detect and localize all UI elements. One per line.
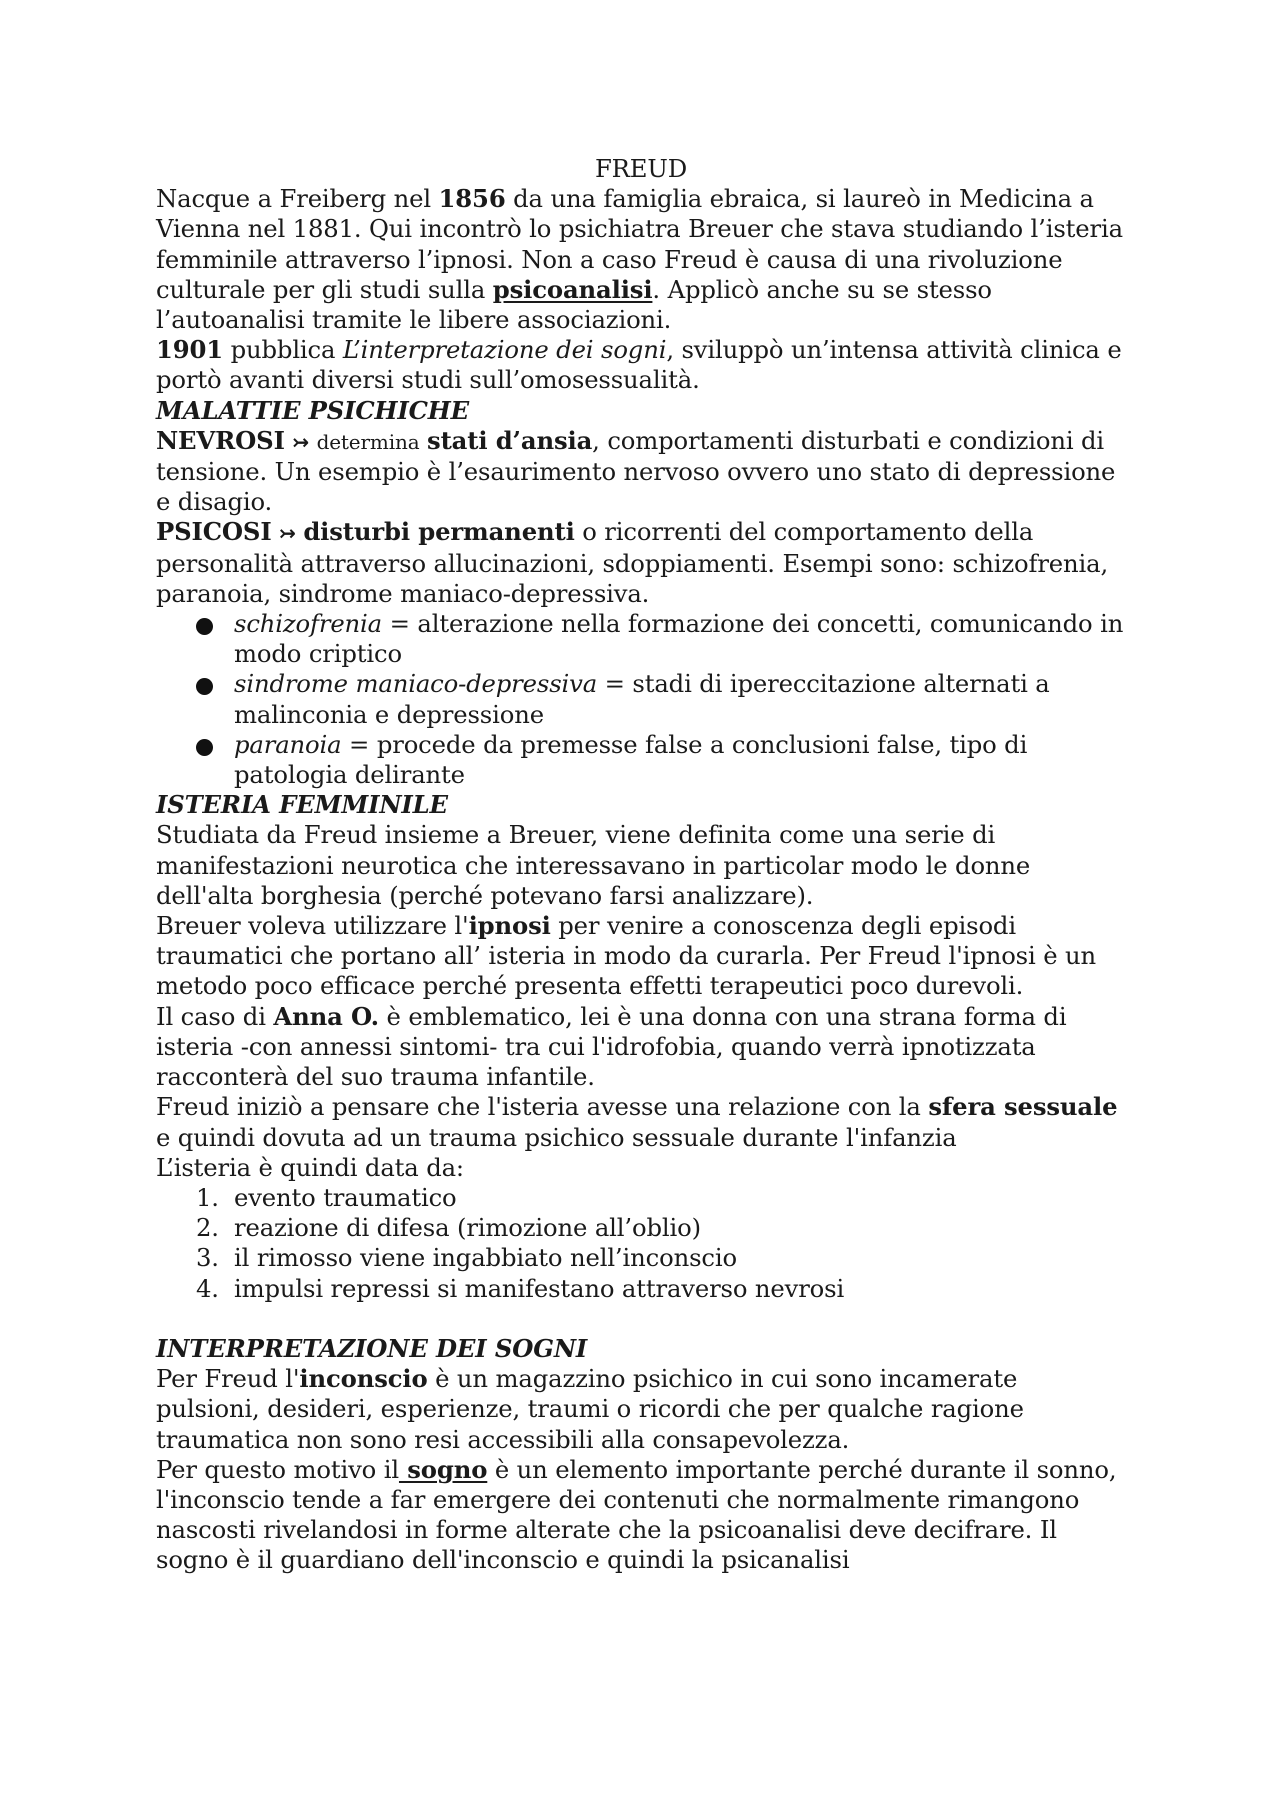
list-item xyxy=(156,1213,1126,1243)
bullet-icon xyxy=(196,678,213,695)
intro-text: da una famiglia ebraica, si laureò in Medicina a Vienna nel 1881. Qui incontrò lo psichiatra Breuer che stava studiando l’isteria femminile attraverso l’ipnosi. Non a caso Freud è causa di una rivoluzione culturale per gli studi sulla xyxy=(156,184,1123,304)
psicosi-label: PSICOSI xyxy=(156,517,272,547)
intro-paragraph-2 xyxy=(156,335,1126,395)
isteria-paragraph-5: L’isteria è quindi data da: xyxy=(156,1152,464,1182)
bullet-definition: = procede da premesse false a conclusioni false, tipo di patologia delirante xyxy=(234,729,1028,790)
isteria-paragraph-2 xyxy=(156,911,1126,1002)
intro-text: , sviluppò un’intensa attività clinica e portò avanti diversi studi sull’omosessualità. xyxy=(156,335,1122,395)
sogni-paragraph-2 xyxy=(156,1455,1126,1576)
list-item xyxy=(156,1183,1126,1213)
paragraph-text: è emblematico, lei è una donna con una strana forma di isteria -con annessi sintomi- tra cui l'idrofobia, quando verrà ipnotizzata racconterà del suo trauma infantile. xyxy=(156,1001,1067,1092)
sogno-term: sogno xyxy=(398,1454,488,1484)
ipnosi-term: ipnosi xyxy=(468,911,551,941)
paragraph-text: Per questo motivo il xyxy=(156,1454,399,1484)
list-text: impulsi repressi si manifestano attraverso nevrosi xyxy=(234,1273,845,1303)
intro-text: Nacque a Freiberg nel xyxy=(156,184,439,214)
bullet-definition: = stadi di ipereccitazione alternati a malinconia e depressione xyxy=(234,669,1050,729)
section-heading-sogni: INTERPRETAZIONE DEI SOGNI xyxy=(156,1333,588,1363)
paragraph-text: per venire a conoscenza degli episodi traumatici che portano all’ isteria in modo da curarla. Per Freud l'ipnosi è un metodo poco efficace perché presenta effetti terapeutici poco durevoli. xyxy=(156,911,1096,1001)
isteria-paragraph-1: Studiata da Freud insieme a Breuer, viene definita come una serie di manifestazioni neurotica che interessavano in particolar modo le donne dell'alta borghesia (perché potevano farsi analizzare). xyxy=(156,820,1031,910)
sogni-paragraph-1 xyxy=(156,1364,1126,1455)
bullet-term: schizofrenia xyxy=(234,609,383,639)
document-title: FREUD xyxy=(594,154,688,183)
nevrosi-verb: determina xyxy=(316,429,420,454)
paragraph-text: Freud iniziò a pensare che l'isteria avesse una relazione con la xyxy=(156,1092,929,1122)
psicoanalisi-term: psicoanalisi xyxy=(492,274,653,304)
list-number: 1. xyxy=(196,1182,219,1212)
psicosi-text: o ricorrenti del comportamento della personalità attraverso allucinazioni, sdoppiamenti. Esempi sono: schizofrenia, paranoia, sindrome maniaco-depressiva. xyxy=(156,517,1109,608)
list-number: 2. xyxy=(196,1213,219,1243)
bullet-term: sindrome maniaco-depressiva xyxy=(234,669,598,699)
paragraph-text: è un elemento importante perché durante il sonno, l'inconscio tende a far emergere dei contenuti che normalmente rimangono nascosti rivelandosi in forme alterate che la psicoanalisi deve decifrare. Il sogno è il guardiano dell'inconscio e quindi la psicanalisi xyxy=(156,1454,1117,1575)
list-item xyxy=(156,609,1126,669)
list-text: il rimosso viene ingabbiato nell’inconscio xyxy=(234,1243,737,1273)
paragraph-text: è un magazzino psichico in cui sono incamerate pulsioni, desideri, esperienze, traumi o ricordi che per qualche ragione traumatica non sono resi accessibili alla consapevolezza. xyxy=(156,1364,1024,1454)
intro-text: pubblica xyxy=(223,335,343,365)
blank-line xyxy=(156,1304,1126,1334)
paragraph-text: e quindi dovuta ad un trauma psichico sessuale durante l'infanzia xyxy=(156,1122,957,1152)
sfera-sessuale-term: sfera sessuale xyxy=(928,1092,1118,1122)
nevrosi-paragraph xyxy=(156,426,1126,518)
book-title: L’interpretazione dei sogni xyxy=(342,335,667,365)
nevrosi-text: , comportamenti disturbati e condizioni di tensione. Un esempio è l’esaurimento nervoso ovvero uno stato di depressione e disagio. xyxy=(156,425,1116,517)
intro-paragraph xyxy=(156,184,1126,335)
section-heading-malattie: MALATTIE PSICHICHE xyxy=(156,395,469,425)
isteria-steps-list xyxy=(156,1183,1126,1304)
inconscio-term: inconscio xyxy=(299,1364,428,1394)
psicosi-key: disturbi permanenti xyxy=(303,517,575,547)
arrow-icon: ↣ xyxy=(279,521,296,546)
bullet-icon xyxy=(196,618,213,635)
anna-o-term: Anna O. xyxy=(273,1001,379,1031)
list-text: evento traumatico xyxy=(234,1182,457,1212)
nevrosi-key: stati d’ansia xyxy=(427,425,593,455)
bullet-term: paranoia xyxy=(234,729,342,759)
list-text: reazione di difesa (rimozione all’oblio) xyxy=(234,1213,701,1243)
bullet-definition: = alterazione nella formazione dei concetti, comunicando in modo criptico xyxy=(234,609,1124,669)
list-item xyxy=(156,730,1126,790)
section-heading-isteria: ISTERIA FEMMINILE xyxy=(156,790,448,820)
list-item xyxy=(156,1243,1126,1273)
nevrosi-label: NEVROSI xyxy=(156,425,285,455)
disorders-list xyxy=(156,609,1126,790)
birth-year: 1856 xyxy=(438,184,506,214)
list-item xyxy=(156,669,1126,729)
bullet-icon xyxy=(196,739,213,756)
isteria-paragraph-4 xyxy=(156,1092,1126,1152)
isteria-paragraph-3 xyxy=(156,1002,1126,1093)
arrow-icon: ↣ xyxy=(292,429,309,454)
publication-year: 1901 xyxy=(156,335,224,365)
list-number: 4. xyxy=(196,1273,219,1303)
intro-text: . Applicò anche su se stesso l’autoanalisi tramite le libere associazioni. xyxy=(156,274,992,335)
paragraph-text: Il caso di xyxy=(156,1001,274,1031)
list-item xyxy=(156,1274,1126,1304)
psicosi-paragraph xyxy=(156,517,1126,609)
paragraph-text: Per Freud l' xyxy=(156,1364,300,1394)
paragraph-text: Breuer voleva utilizzare l' xyxy=(156,911,469,941)
list-number: 3. xyxy=(196,1243,219,1273)
document-page xyxy=(156,154,1126,1576)
